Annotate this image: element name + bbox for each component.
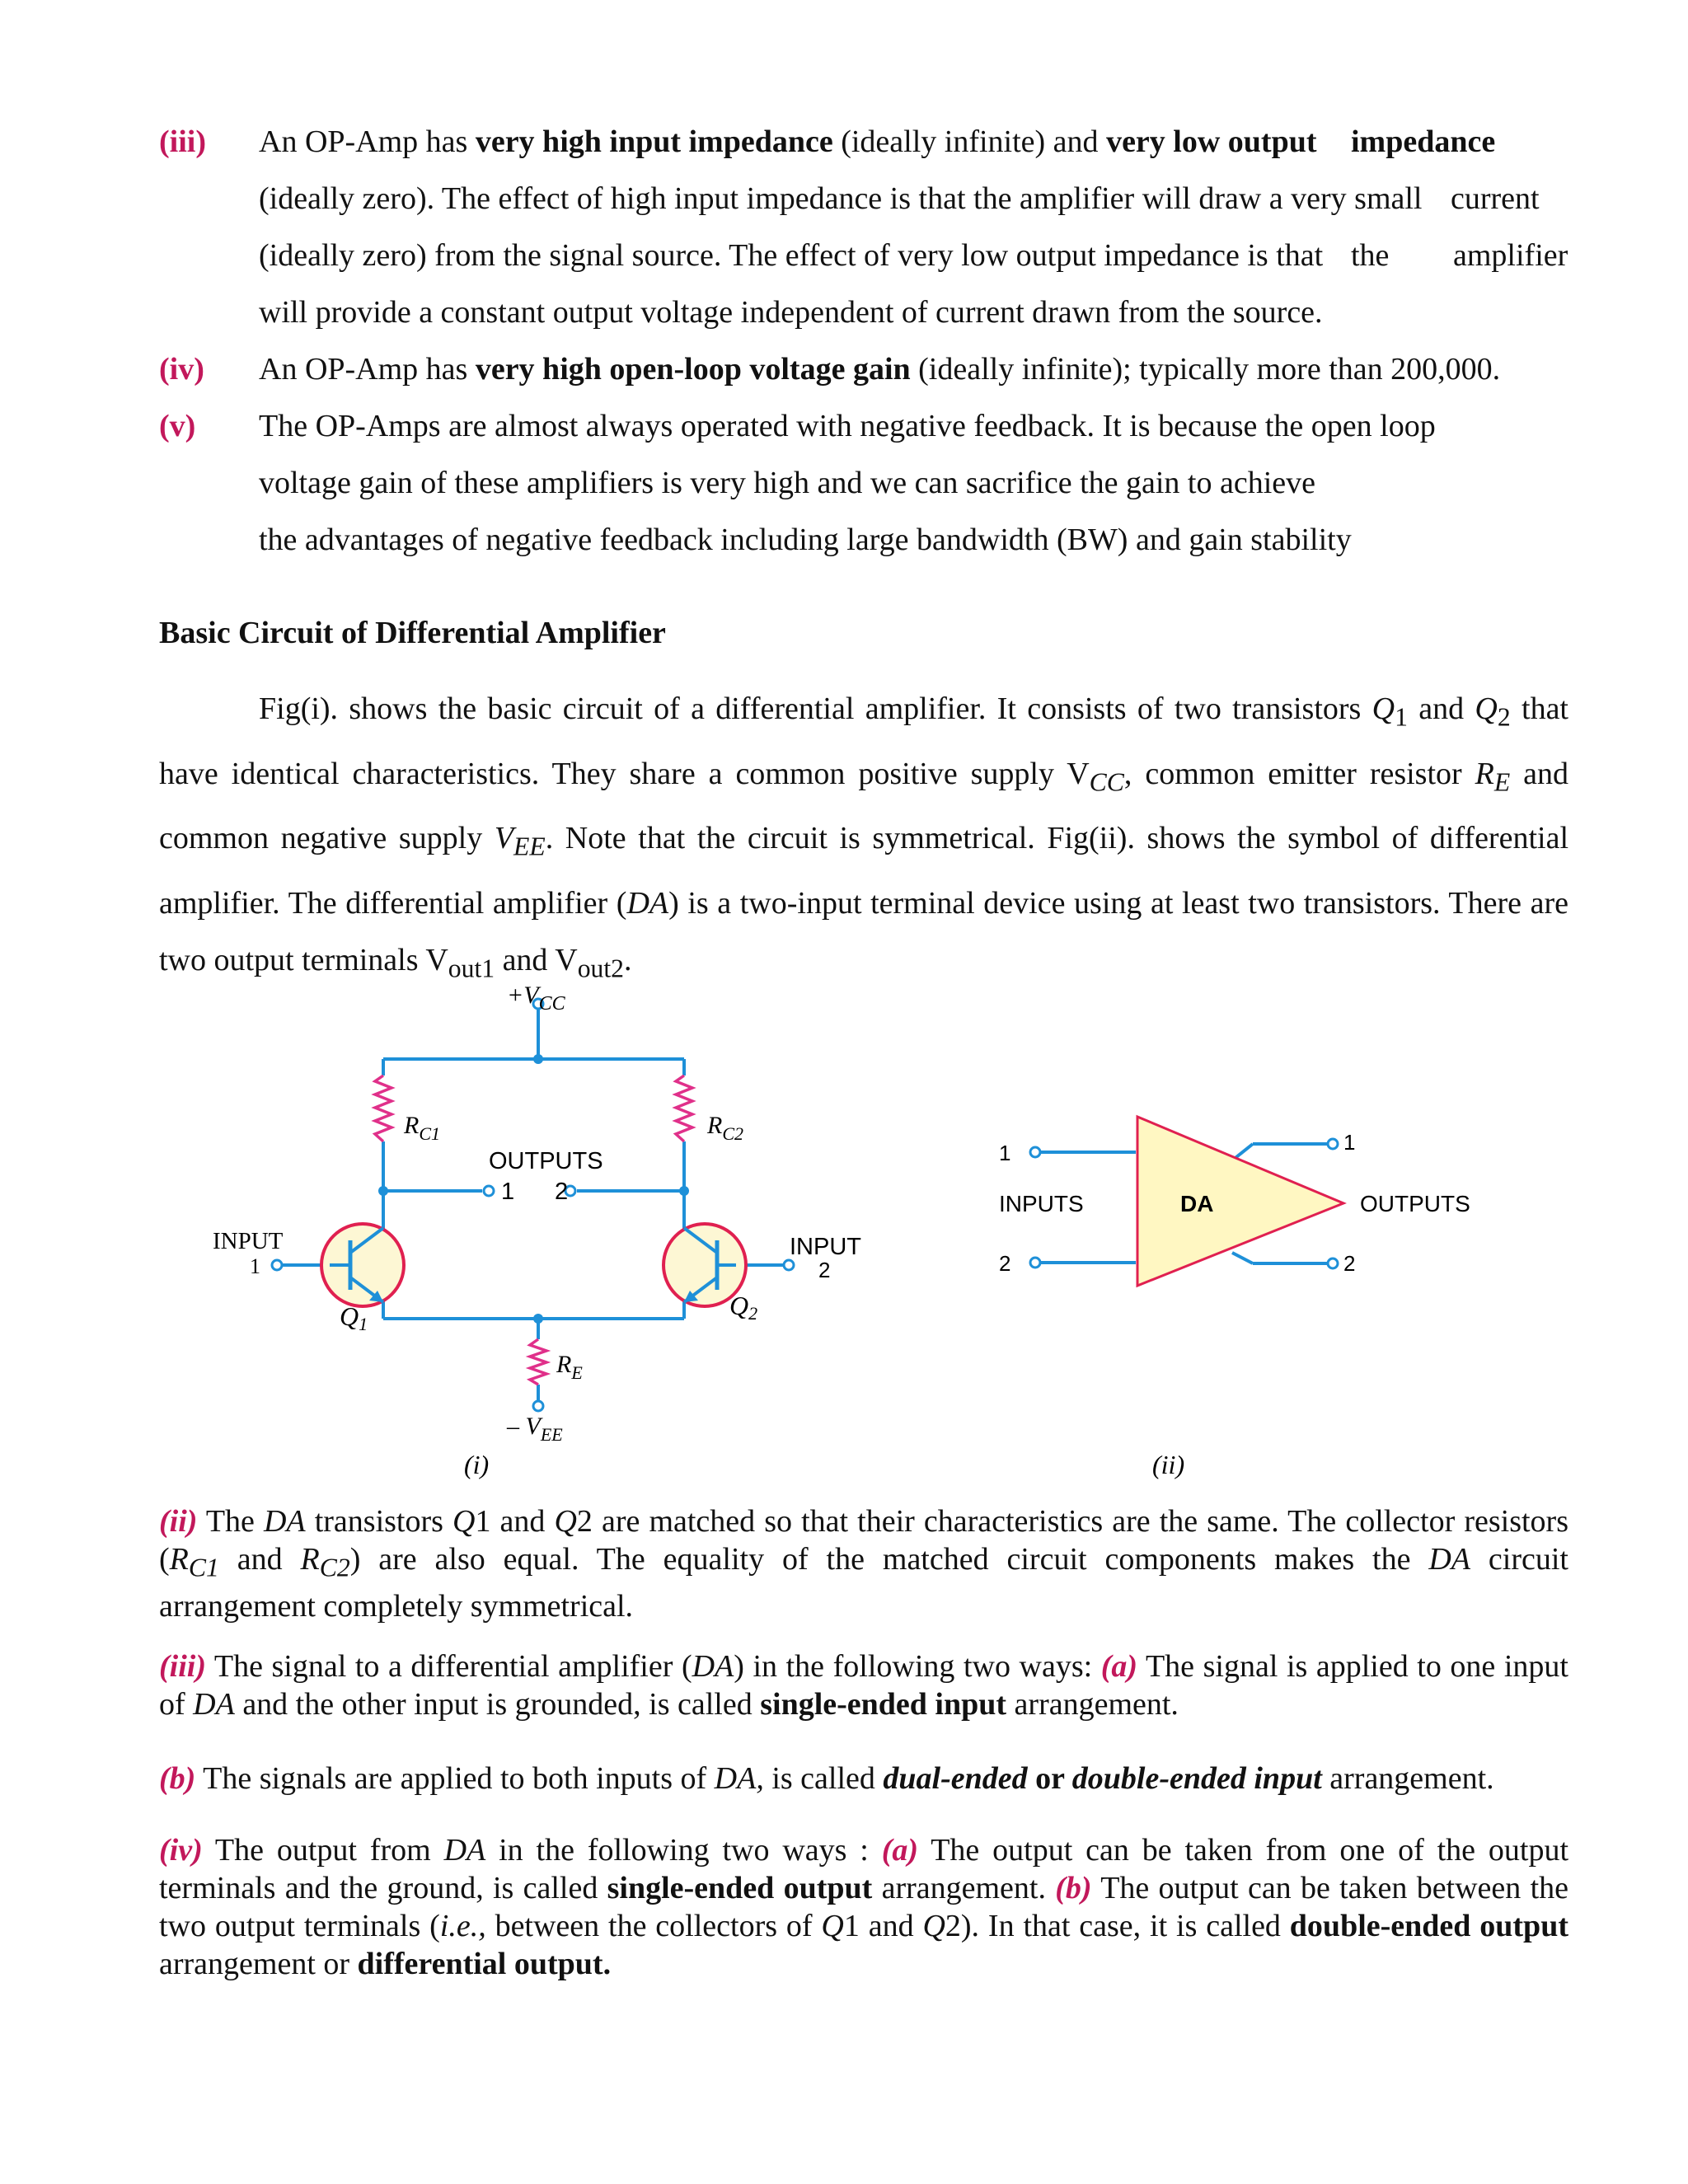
output-1-label: 1 [501,1179,515,1205]
re-label: $R_E$ [556,1351,583,1383]
rc2-label: $R_{C2}$ [707,1112,744,1144]
list-iii-line1-end: impedance [1351,124,1496,159]
list-v-line3: the advantages of negative feedback including large bandwidth (BW) and gain stability [259,523,1352,557]
symbol-input-1: 1 [999,1141,1011,1165]
list-iii-line2: (ideally zero). The effect of high input impedance is that the amplifier will draw a very small [259,181,1423,216]
input-2-label: INPUT [790,1234,861,1260]
list-iii-line3-end: amplifier [1453,238,1568,273]
list-iii-line2-end: current [1451,181,1540,216]
q2-label: Q2 [729,1291,758,1324]
list-num-v: (v) [159,409,196,443]
note-iii: (iii) The signal to a differential amplifier (DA) in the following two ways: (a) The signal is applied to one input of DA and the other input is grounded, is called single-ended input arrangement. [159,1649,1568,1722]
q1-label: Q1 [340,1301,368,1334]
input-2-num: 2 [818,1258,831,1282]
resistors [375,1076,692,1385]
junction-dots [378,1054,689,1324]
vee-label: – $V_{EE}$ [507,1413,563,1445]
outputs-label: OUTPUTS [489,1148,603,1174]
list-iv-line1: An OP-Amp has very high open-loop voltage gain (ideally infinite); typically more than 200,000. [259,352,1501,387]
symbol-da-label: DA [1180,1191,1214,1216]
list-num-iii: (iii) [159,124,206,159]
symbol-outputs-label: OUTPUTS [1360,1191,1470,1216]
section-heading: Basic Circuit of Differential Amplifier [159,616,666,650]
input-1-num: 1 [250,1254,260,1278]
caption-i: (i) [464,1450,490,1479]
intro-paragraph: Fig(i). shows the basic circuit of a differential amplifier. It consists of two transistors $Q_1$ and $Q_2$ that have identical characteristics. They share a common positive supply $V_{CC}$, common emitter resistor $R_E$ and common negative supply $V_{EE}$. Note that the circuit is symmetrical. Fig(ii). shows the symbol of differential amplifier. The differential amplifier (DA) is a two-input terminal device using at least two transistors. There are two output terminals $V_{out1}$ and $V_{out2}$. [159,691,1569,983]
output-2-label: 2 [555,1179,569,1205]
rc1-label: $R_{C1}$ [404,1112,441,1144]
transistor-q1 [321,1224,404,1306]
list-v-line2: voltage gain of these amplifiers is very high and we can sacrifice the gain to achieve [259,466,1315,500]
differential-amplifier-figure [0,964,1688,1500]
list-v-line1: The OP-Amps are almost always operated with negative feedback. It is because the open loop [259,409,1436,443]
symbol-input-2: 2 [999,1251,1011,1276]
vcc-label: $+V_{CC}$ [507,982,565,1015]
symbol-output-2: 2 [1343,1251,1356,1276]
list-iii-line1: An OP-Amp has very high input impedance (ideally infinite) and very low output [259,124,1317,159]
list-num-iv: (iv) [159,352,204,387]
list-iii-line4: will provide a constant output voltage independent of current drawn from the source. [259,295,1323,330]
note-iv: (iv) The output from DA in the following two ways : (a) The output can be taken from one of the output terminals and the ground, is called single-ended output arrangement. (b) The output can be taken between the two output terminals (i.e., between the collectors of Q1 and Q2). In that case, it is called double-ended output arrangement or differential output. [159,1833,1569,1981]
symbol-output-1: 1 [1343,1130,1356,1155]
symbol-inputs-label: INPUTS [999,1191,1084,1216]
note-ii: (ii) The DA transistors Q1 and Q2 are matched so that their characteristics are the same. The collector resistors ($R_{C1}$ and $R_{C2}$) are also equal. The equality of the matched circuit components makes the DA circuit arrangement completely symmetrical. [159,1504,1568,1624]
note-b: (b) The signals are applied to both inputs of DA, is called dual-ended or double-ended input arrangement. [159,1761,1494,1796]
da-symbol-triangle [1137,1117,1343,1286]
list-iii-line3: (ideally zero) from the signal source. The effect of very low output impedance is that [259,238,1324,273]
caption-ii: (ii) [1152,1450,1185,1479]
input-1-label: INPUT [213,1228,284,1254]
list-iii-line3-mid: the [1351,238,1390,273]
